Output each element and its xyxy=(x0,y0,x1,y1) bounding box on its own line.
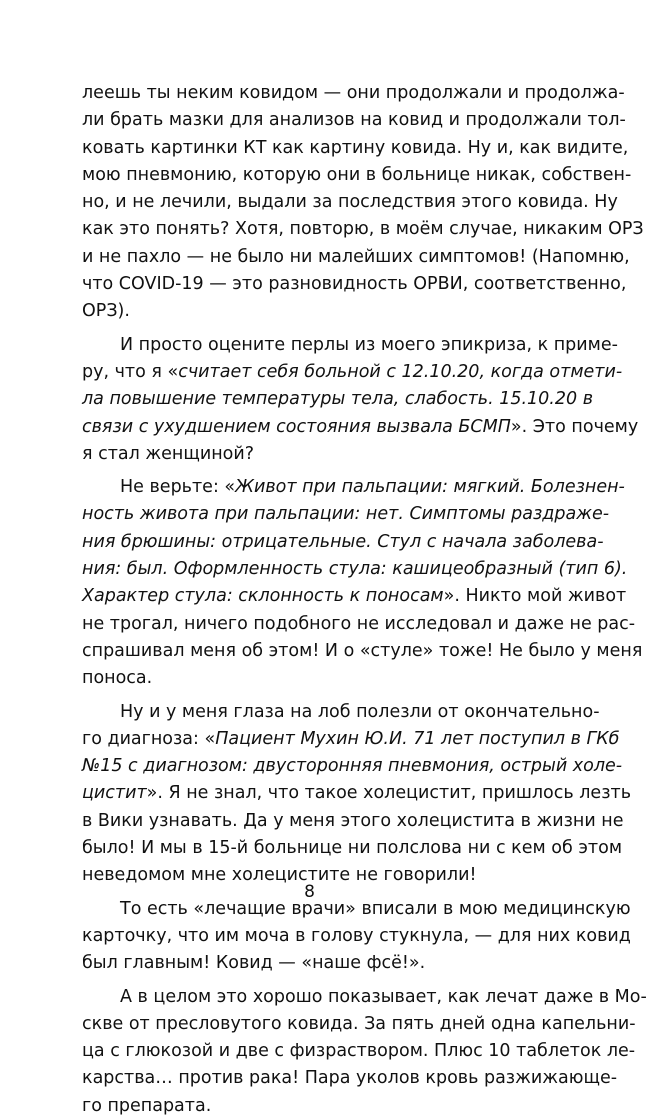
text-line xyxy=(82,1038,636,1065)
text-segment: ОРЗ). xyxy=(82,301,130,322)
text-line xyxy=(82,216,644,243)
text-segment: не трогал, ничего подобного не исследовал и даже не рас- xyxy=(82,613,636,634)
italic-quote-segment: Живот при пальпации: мягкий. Болезнен- xyxy=(235,477,625,498)
text-line xyxy=(82,414,639,441)
text-line xyxy=(82,984,647,1011)
text-line xyxy=(82,726,620,753)
text-line xyxy=(82,556,628,583)
italic-quote-segment: считает себя больной с 12.10.20, когда отмети- xyxy=(178,361,623,382)
paragraph xyxy=(82,80,644,326)
paragraph xyxy=(82,699,632,890)
text-segment: леешь ты неким ковидом — они продолжали и продолжа- xyxy=(82,83,625,103)
text-segment: карства… против рака! Пара уколов кровь разжижающе- xyxy=(82,1068,618,1089)
italic-quote-segment: №15 с диагнозом: двусторонняя пневмония, острый холе- xyxy=(82,756,623,777)
italic-quote-segment: Характер стула: склонность к поносам xyxy=(82,586,444,607)
text-segment: я стал женщиной? xyxy=(82,443,255,464)
text-segment: ру, что я « xyxy=(82,361,179,382)
text-segment: ». Никто мой живот xyxy=(443,586,627,607)
text-line xyxy=(82,1011,636,1038)
text-segment: неведомом мне холецистите не говорили! xyxy=(82,865,477,886)
text-segment: Не верьте: « xyxy=(120,477,236,498)
text-segment: ». Это почему xyxy=(510,416,639,437)
italic-quote-segment: ла повышение температуры тела, слабость. 15.10.20 в xyxy=(82,389,594,410)
text-segment: был главным! Ковид — «наше фсё!». xyxy=(82,953,426,974)
text-segment: го диагноза: « xyxy=(82,728,216,749)
text-line xyxy=(82,107,626,134)
text-line xyxy=(82,386,594,413)
text-segment: А в целом это хорошо показывает, как лечат даже в Мо- xyxy=(120,986,647,1007)
italic-quote-segment: Пациент Мухин Ю.И. 71 лет поступил в ГКб xyxy=(215,728,620,749)
text-segment: и не пахло — не было ни малейших симптомов! (Напомню, xyxy=(82,246,630,267)
text-line xyxy=(82,950,562,977)
italic-quote-segment: ния: был. Оформленность стула: кашицеобразный (тип 6). xyxy=(82,559,628,580)
text-line xyxy=(82,665,562,692)
page-number: 8 xyxy=(304,882,315,902)
text-segment: Ну и у меня глаза на лоб полезли от окончательно- xyxy=(120,701,600,722)
text-line xyxy=(82,359,623,386)
text-line xyxy=(82,474,625,501)
text-line xyxy=(82,780,632,807)
text-line xyxy=(82,135,629,162)
text-segment: ли брать мазки для анализов на ковид и продолжали тол- xyxy=(82,110,626,131)
text-line xyxy=(82,501,610,528)
text-line xyxy=(82,699,600,726)
text-segment: было! И мы в 15-й больнице ни полслова ни с кем об этом xyxy=(82,838,623,859)
text-line xyxy=(82,611,636,638)
italic-quote-segment: связи с ухудшением состояния вызвала БСМП xyxy=(82,416,511,437)
text-segment: поноса. xyxy=(82,668,153,689)
text-segment: ». Я не знал, что такое холецистит, пришлось лезть xyxy=(146,783,632,804)
text-segment: что COVID-19 — это разновидность ОРВИ, соответственно, xyxy=(82,274,627,295)
text-line xyxy=(82,332,618,359)
text-segment: как это понять? Хотя, повторю, в моём случае, никаким ОРЗ xyxy=(82,219,644,240)
text-segment: карточку, что им моча в голову стукнула, — для них ковид xyxy=(82,925,631,946)
text-line xyxy=(82,583,627,610)
text-line xyxy=(82,753,623,780)
text-line xyxy=(82,638,643,665)
text-line xyxy=(82,1093,562,1120)
text-line xyxy=(82,80,625,107)
text-segment: го препарата. xyxy=(82,1095,212,1116)
text-segment: мою пневмонию, которую они в больнице никак, собствен- xyxy=(82,164,632,185)
text-line xyxy=(82,298,562,325)
text-line xyxy=(82,808,624,835)
paragraph xyxy=(82,474,643,692)
text-segment: спрашивал меня об этом! И о «стуле» тоже! Не было у меня xyxy=(82,640,643,661)
text-line xyxy=(82,244,630,271)
text-line xyxy=(82,835,623,862)
italic-quote-segment: ность живота при пальпации: нет. Симптомы раздраже- xyxy=(82,504,610,525)
text-segment: ковать картинки КТ как картину ковида. Ну и, как видите, xyxy=(82,137,629,158)
paragraph xyxy=(82,984,647,1120)
text-segment: в Вики узнавать. Да у меня этого холецистита в жизни не xyxy=(82,810,624,831)
italic-quote-segment: цистит xyxy=(82,783,147,804)
text-line xyxy=(82,162,632,189)
text-segment: скве от пресловутого ковида. За пять дней одна капельни- xyxy=(82,1013,636,1034)
text-segment: но, и не лечили, выдали за последствия этого ковида. Ну xyxy=(82,192,618,213)
paragraph xyxy=(82,332,639,468)
text-line xyxy=(82,189,618,216)
text-line xyxy=(82,529,604,556)
text-line xyxy=(82,271,627,298)
body-text xyxy=(82,80,647,1120)
text-segment: И просто оцените перлы из моего эпикриза, к приме- xyxy=(120,334,618,355)
text-segment: ца с глюкозой и две с физраствором. Плюс 10 таблеток ле- xyxy=(82,1041,636,1062)
text-line xyxy=(82,1065,618,1092)
paragraph xyxy=(82,896,631,978)
text-line xyxy=(82,441,562,468)
text-line xyxy=(82,923,631,950)
italic-quote-segment: ния брюшины: отрицательные. Стул с начала заболева- xyxy=(82,531,604,552)
text-segment: То есть «лечащие врачи» вписали в мою медицинскую xyxy=(120,898,631,919)
